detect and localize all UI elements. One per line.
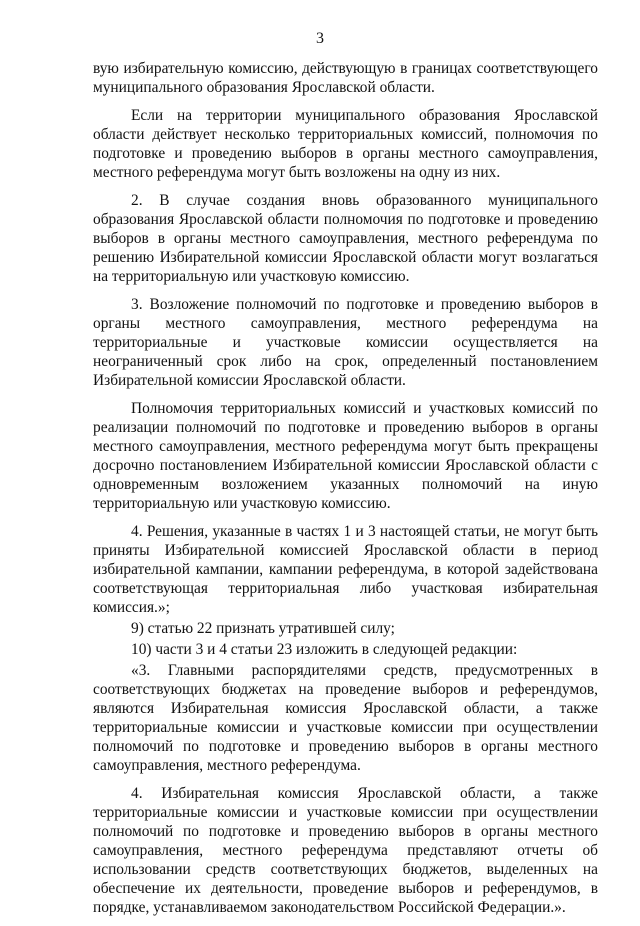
paragraph-item-9: 9) статью 22 признать утратившей силу; bbox=[131, 620, 395, 637]
paragraph-part-4: 4. Решения, указанные в частях 1 и 3 настоящей статьи, не могут быть приняты Избирательной комиссией Ярославской области в период избирательной кампании, кампании референдума, в которой задействована соответствующая территориальная либо участковая избирательная комиссия.»; bbox=[93, 523, 598, 616]
paragraph-article-23-part-3: «3. Главными распорядителями средств, предусмотренных в соответствующих бюджетах на проведение выборов и референдумов, являются Избирательная комиссия Ярославской области, а также территориальные комиссии и участковые комиссии при осуществлении полномочий по подготовке и проведению выборов в органы местного самоуправления, местного референдума. bbox=[93, 662, 598, 774]
paragraph-item-10: 10) части 3 и 4 статьи 23 изложить в следующей редакции: bbox=[131, 641, 518, 658]
paragraph-part-2: 2. В случае создания вновь образованного муниципального образования Ярославской области полномочия по подготовке и проведению выборов в органы местного самоуправления, местного референдума по решению Избирательной комиссии Ярославской области могут возлагаться на территориальную или участковую комиссию. bbox=[93, 192, 598, 285]
paragraph-part-3: 3. Возложение полномочий по подготовке и проведению выборов в органы местного самоуправления, местного референдума на территориальные и участковые комиссии осуществляется на неограниченный срок либо на срок, определенный постановлением Избирательной комиссии Ярославской области. bbox=[93, 296, 598, 389]
document-body bbox=[93, 59, 598, 926]
page-number: 3 bbox=[316, 30, 324, 47]
paragraph-early-termination: Полномочия территориальных комиссий и участковых комиссий по реализации полномочий по подготовке и проведению выборов в органы местного самоуправления, местного референдума могут быть прекращены досрочно постановлением Избирательной комиссии Ярославской области с одновременным возложением указанных полномочий на иную территориальную или участковую комиссию. bbox=[93, 400, 598, 512]
paragraph-continuation: вую избирательную комиссию, действующую в границах соответствующего муниципального образования Ярославской области. bbox=[93, 60, 598, 96]
paragraph-several-commissions: Если на территории муниципального образования Ярославской области действует несколько территориальных комиссий, полномочия по подготовке и проведению выборов в органы местного самоуправления, местного референдума могут быть возложены на одну из них. bbox=[93, 107, 598, 181]
paragraph-article-23-part-4: 4. Избирательная комиссия Ярославской области, а также территориальные комиссии и участковые комиссии при осуществлении полномочий по подготовке и проведению выборов в органы местного самоуправления, местного референдума представляют отчеты об использовании средств соответствующих бюджетов, выделенных на обеспечение их деятельности, проведение выборов и референдумов, в порядке, устанавливаемом законодательством Российской Федерации.». bbox=[93, 785, 598, 916]
